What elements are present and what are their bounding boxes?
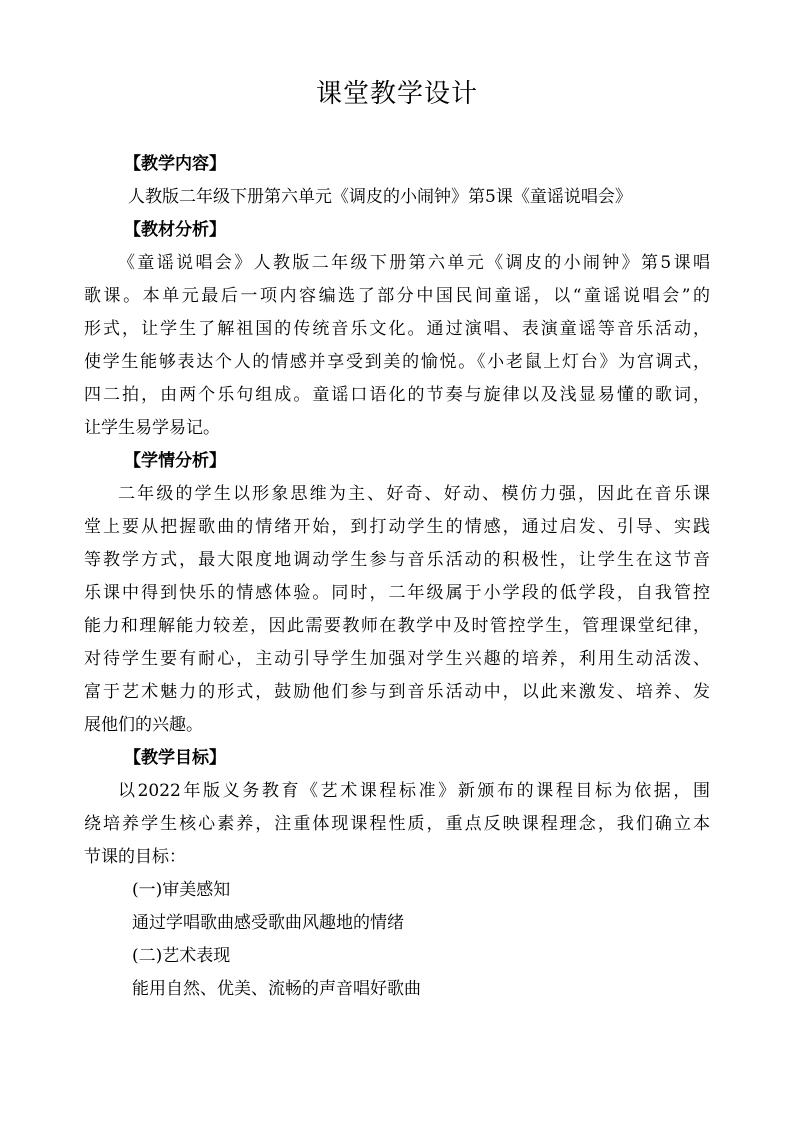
goals-paragraph-line: 节课的目标： (84, 847, 186, 867)
material-paragraph-line: 歌课。本单元最后一项内容编选了部分中国民间童谣，以“童谣说唱会”的 (84, 286, 710, 306)
page-title: 课堂教学设计 (315, 79, 478, 109)
students-paragraph-line: 乐课中得到快乐的情感体验。同时，二年级属于小学段的低学段，自我管控 (84, 583, 710, 603)
students-paragraph-line: 展他们的兴趣。 (84, 715, 203, 735)
students-paragraph-line: 二年级的学生以形象思维为主、好奇、好动、模仿力强，因此在音乐课 (118, 484, 710, 504)
section-heading-material: 【教材分析】 (124, 220, 226, 240)
students-paragraph-line: 富于艺术魅力的形式，鼓励他们参与到音乐活动中，以此来激发、培养、发 (84, 682, 710, 702)
students-paragraph-line: 堂上要从把握歌曲的情绪开始，到打动学生的情感，通过启发、引导、实践 (84, 517, 710, 537)
section-heading-students: 【学情分析】 (124, 451, 226, 471)
material-paragraph-line: 使学生能够表达个人的情感并享受到美的愉悦。《小老鼠上灯台》为宫调式， (84, 352, 710, 372)
goals-paragraph-line: 绕培养学生核心素养，注重体现课程性质，重点反映课程理念，我们确立本 (84, 814, 710, 834)
material-paragraph-line: 形式，让学生了解祖国的传统音乐文化。通过演唱、表演童谣等音乐活动， (84, 319, 710, 339)
goal-item-text: 能用自然、优美、流畅的声音唱好歌曲 (132, 979, 421, 999)
section-heading-content: 【教学内容】 (124, 154, 226, 174)
goal-item-label: (二)艺术表现 (132, 946, 231, 966)
goals-paragraph-line: 以2022年版义务教育《艺术课程标准》新颁布的课程目标为依据，围 (118, 781, 710, 801)
content-text: 人教版二年级下册第六单元《调皮的小闹钟》第5课《童谣说唱会》 (128, 187, 632, 207)
goal-item-text: 通过学唱歌曲感受歌曲风趣地的情绪 (132, 913, 404, 933)
section-heading-goals: 【教学目标】 (124, 748, 226, 768)
document-body (84, 148, 710, 1006)
students-paragraph-line: 等教学方式，最大限度地调动学生参与音乐活动的积极性，让学生在这节音 (84, 550, 710, 570)
goal-item-label: (一)审美感知 (132, 880, 231, 900)
material-paragraph-line: 让学生易学易记。 (84, 418, 220, 438)
material-paragraph-line: 《童谣说唱会》人教版二年级下册第六单元《调皮的小闹钟》第5课唱 (118, 253, 710, 273)
students-paragraph-line: 能力和理解能力较差，因此需要教师在教学中及时管控学生，管理课堂纪律， (84, 616, 710, 636)
students-paragraph-line: 对待学生要有耐心，主动引导学生加强对学生兴趣的培养，利用生动活泼、 (84, 649, 710, 669)
material-paragraph-line: 四二拍，由两个乐句组成。童谣口语化的节奏与旋律以及浅显易懂的歌词， (84, 385, 710, 405)
